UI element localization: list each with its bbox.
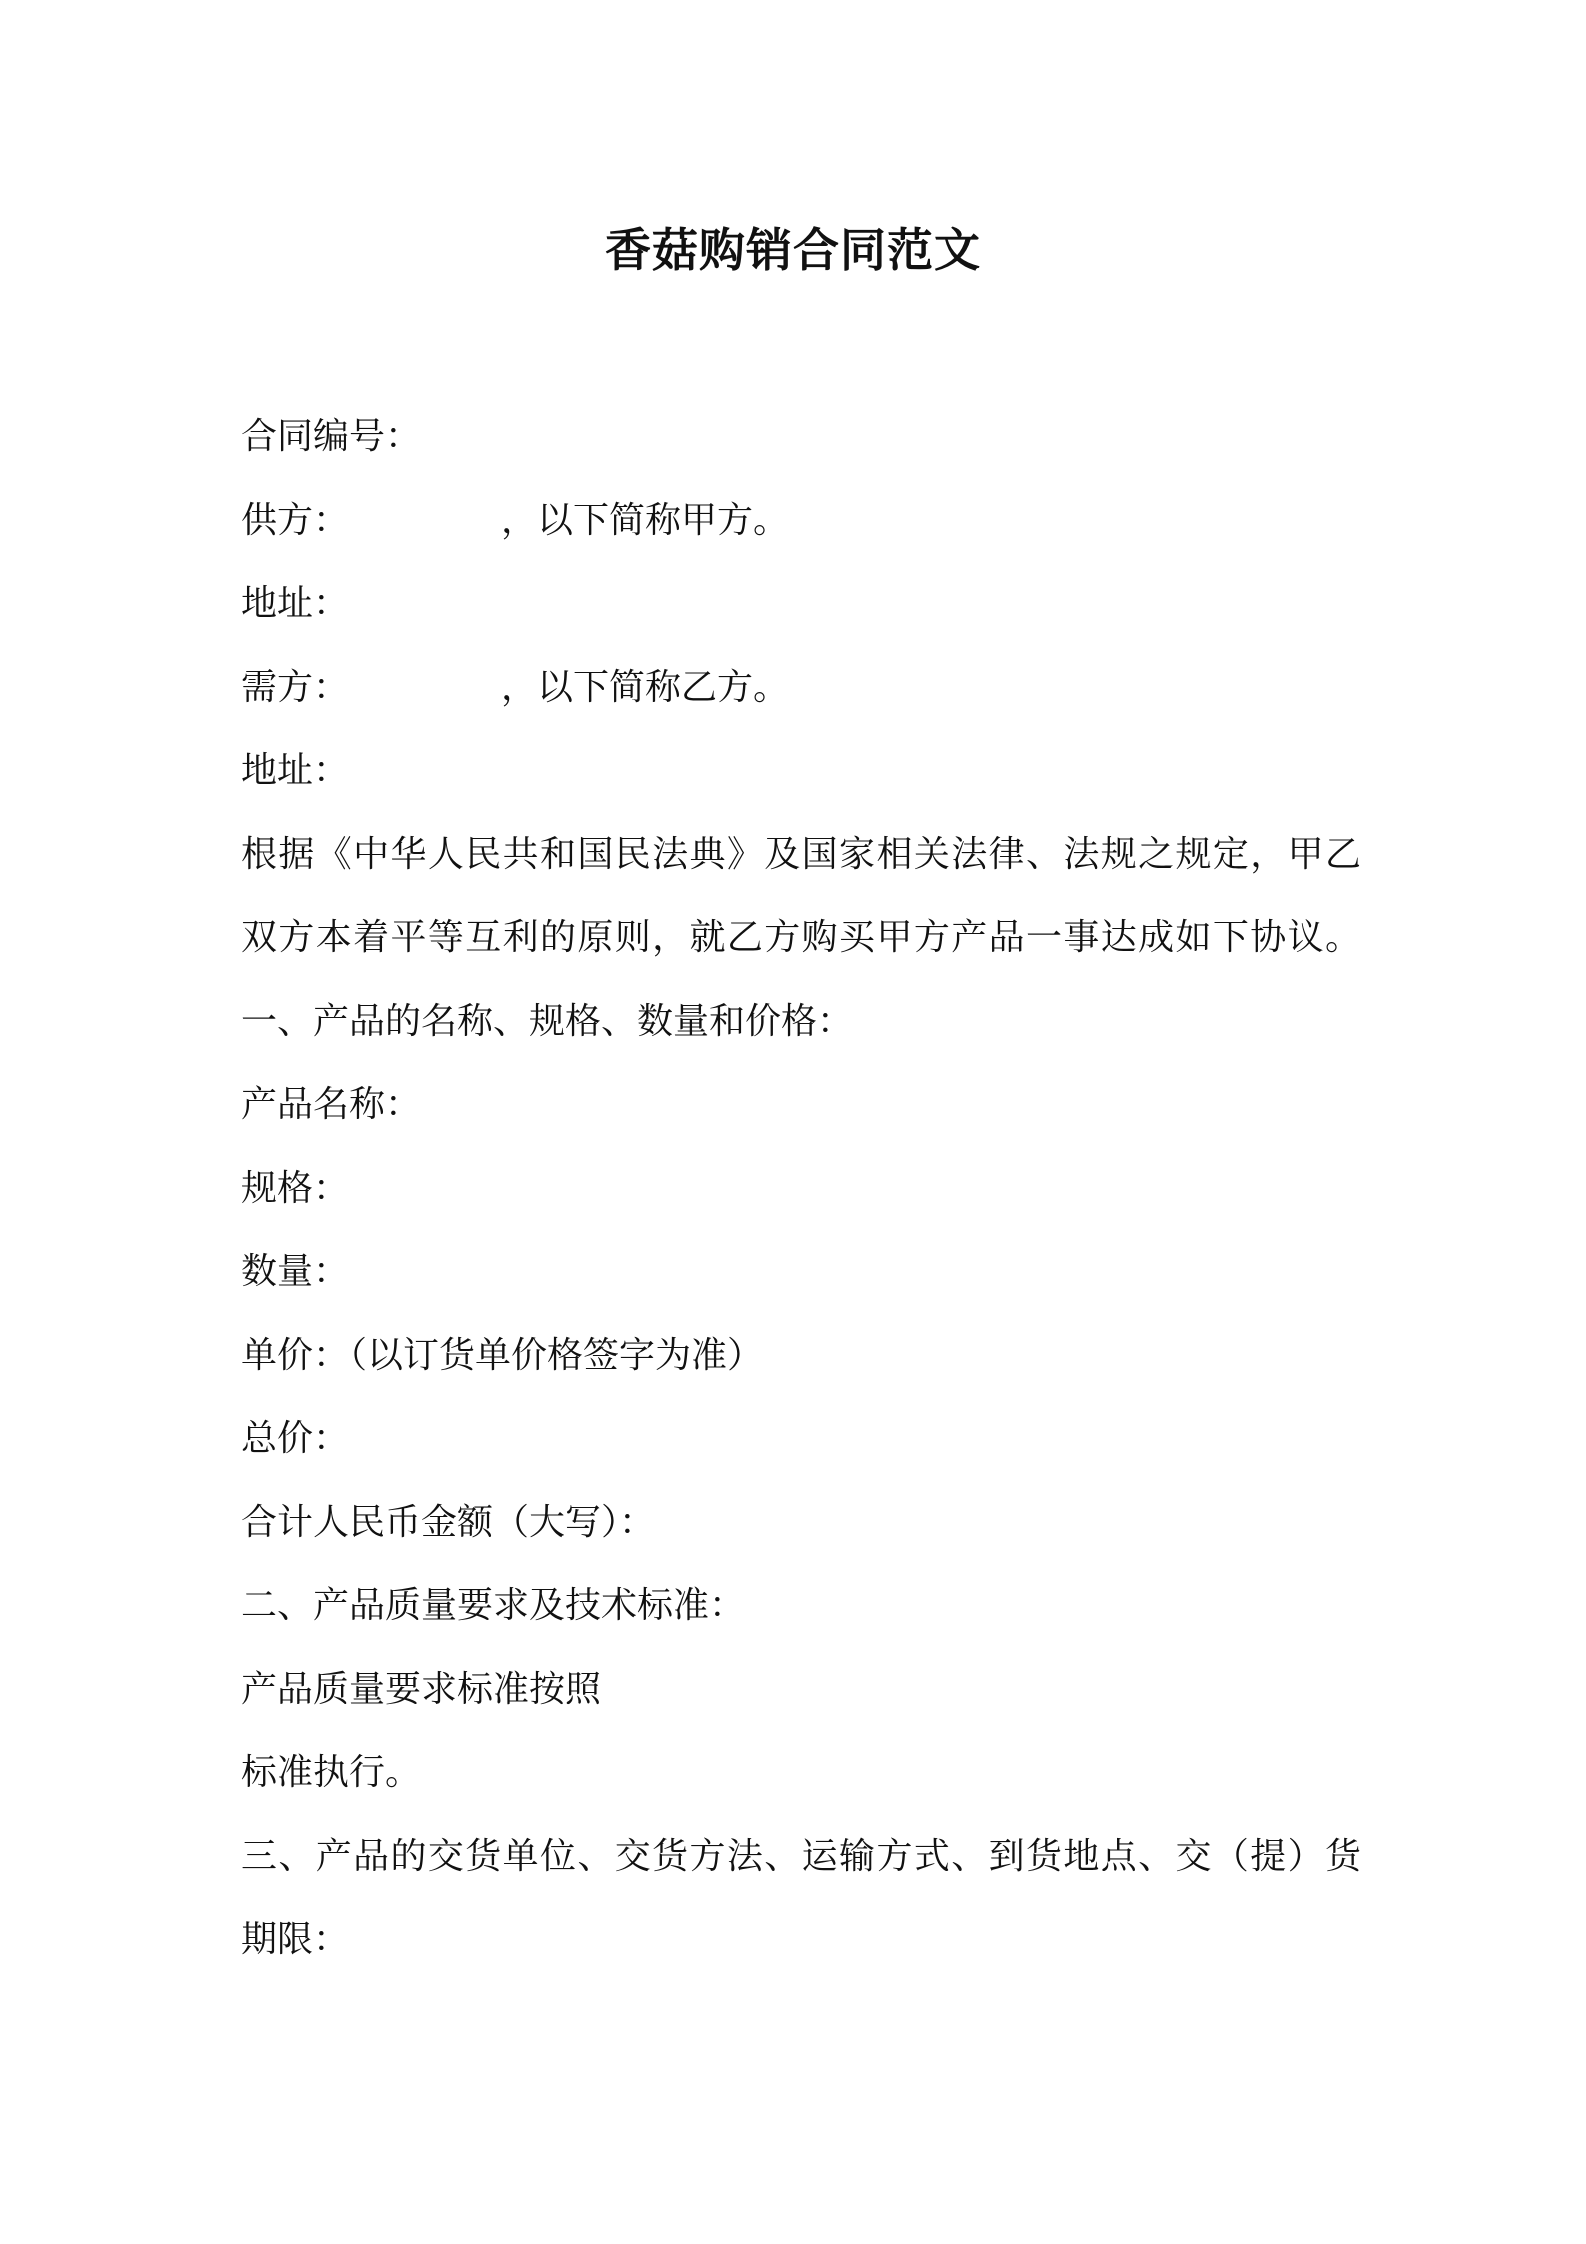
supplier-label: 供方： — [241, 500, 350, 541]
total-price-line: 总价： — [241, 1418, 350, 1459]
buyer-alias-text: ，以下简称乙方。 — [501, 667, 790, 708]
section-3-heading-line-1: 三、产品的交货单位、交货方法、运输方式、到货地点、交（提）货 — [241, 1836, 1361, 1877]
buyer-address-line: 地址： — [241, 750, 350, 791]
section-2-heading: 二、产品质量要求及技术标准： — [241, 1585, 746, 1626]
preamble-line-2: 双方本着平等互利的原则，就乙方购买甲方产品一事达成如下协议。 — [241, 917, 1361, 958]
section-3-heading-line-2: 期限： — [241, 1919, 350, 1960]
quality-standard-line-2: 标准执行。 — [241, 1752, 422, 1793]
contract-number-line: 合同编号： — [241, 416, 422, 457]
preamble-line-1: 根据《中华人民共和国民法典》及国家相关法律、法规之规定，甲乙 — [241, 834, 1361, 875]
section-1-heading: 一、产品的名称、规格、数量和价格： — [241, 1001, 854, 1042]
specification-line: 规格： — [241, 1168, 350, 1209]
buyer-line — [241, 660, 1361, 716]
document-title: 香菇购销合同范文 — [605, 223, 981, 277]
buyer-label: 需方： — [241, 667, 350, 708]
quality-standard-line-1: 产品质量要求标准按照 — [241, 1669, 602, 1710]
supplier-alias-text: ，以下简称甲方。 — [501, 500, 790, 541]
product-name-line: 产品名称： — [241, 1084, 422, 1125]
supplier-line — [241, 493, 1361, 549]
unit-price-line: 单价：（以订货单价格签字为准） — [241, 1335, 764, 1376]
supplier-address-line: 地址： — [241, 583, 350, 624]
quantity-line: 数量： — [241, 1251, 350, 1292]
total-amount-rmb-line: 合计人民币金额（大写）： — [241, 1502, 656, 1543]
